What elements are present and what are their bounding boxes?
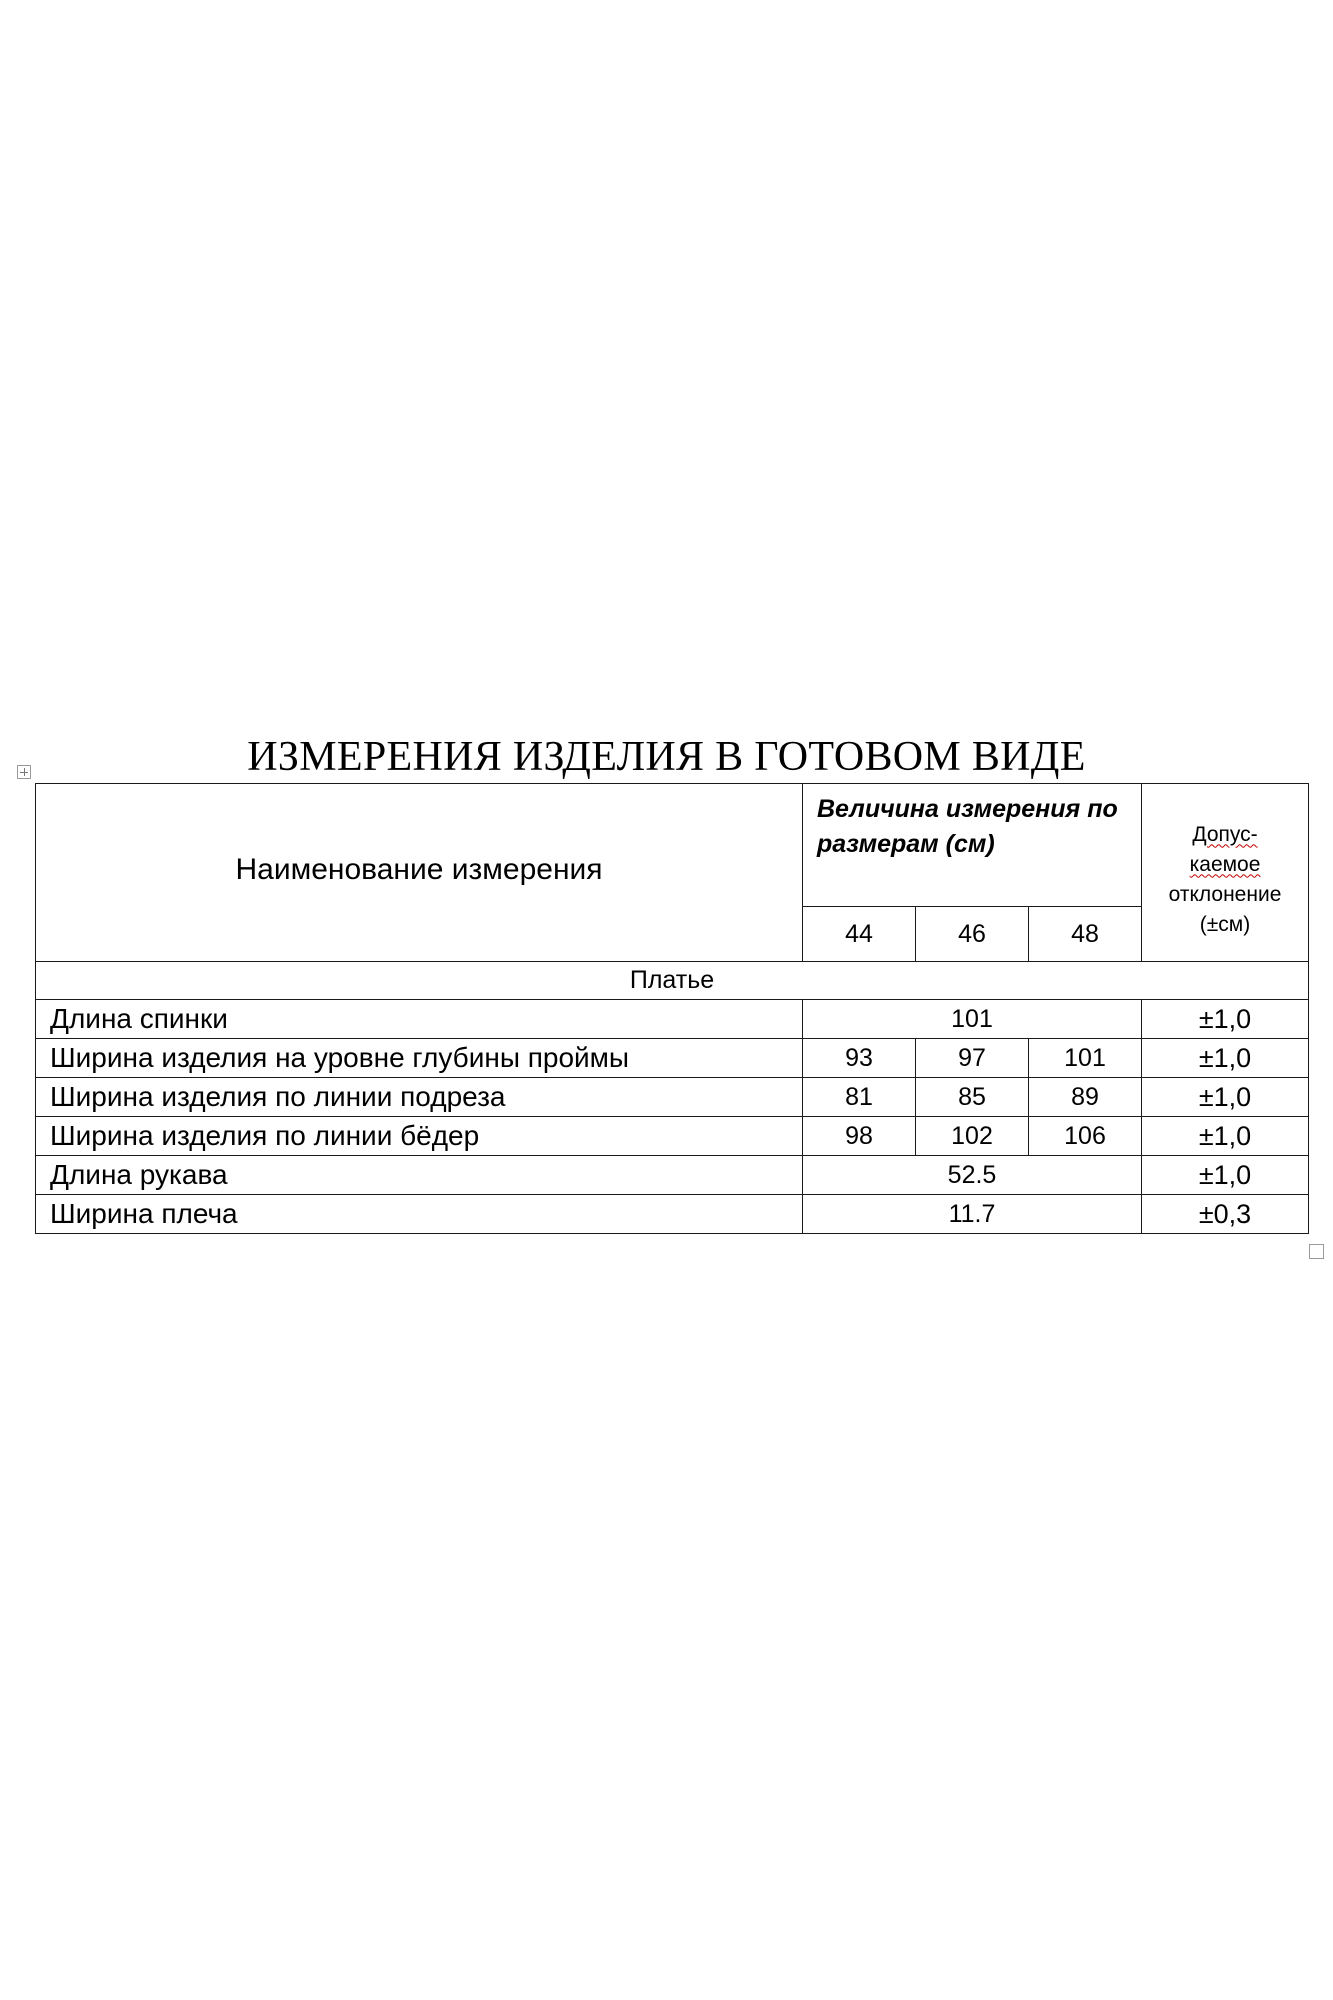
tolerance-header-line3: отклонение (1168, 882, 1282, 906)
row-value-48: 89 (1029, 1078, 1142, 1117)
row-value: 11.7 (803, 1195, 1142, 1234)
tolerance-header (1142, 784, 1309, 962)
table-move-handle-icon[interactable] (17, 765, 31, 779)
table-row (36, 1117, 1309, 1156)
tolerance-header-line1: Допус- (1192, 822, 1258, 846)
table-row (36, 1078, 1309, 1117)
size-header-46: 46 (916, 907, 1029, 962)
table-row (36, 1039, 1309, 1078)
row-value: 101 (803, 1000, 1142, 1039)
size-header-44: 44 (803, 907, 916, 962)
name-column-header: Наименование измерения (36, 784, 803, 962)
row-name: Длина спинки (36, 1000, 803, 1039)
row-tolerance: ±0,3 (1142, 1195, 1309, 1234)
table-resize-handle-icon[interactable] (1309, 1244, 1324, 1259)
row-value-44: 98 (803, 1117, 916, 1156)
row-value-48: 101 (1029, 1039, 1142, 1078)
table-row (36, 1000, 1309, 1039)
row-value-46: 102 (916, 1117, 1029, 1156)
row-value-46: 85 (916, 1078, 1029, 1117)
row-value-48: 106 (1029, 1117, 1142, 1156)
row-tolerance: ±1,0 (1142, 1000, 1309, 1039)
size-group-header: Величина измерения по размерам (см) (803, 784, 1142, 907)
section-row (36, 962, 1309, 1000)
row-name: Ширина изделия по линии бёдер (36, 1117, 803, 1156)
table-row (36, 1156, 1309, 1195)
tolerance-header-line2: каемое (1189, 852, 1261, 876)
row-name: Ширина плеча (36, 1195, 803, 1234)
table-row (36, 1195, 1309, 1234)
measurements-table (35, 783, 1309, 1234)
row-name: Ширина изделия на уровне глубины проймы (36, 1039, 803, 1078)
tolerance-header-line4: (±см) (1199, 912, 1251, 936)
row-tolerance: ±1,0 (1142, 1117, 1309, 1156)
row-value-46: 97 (916, 1039, 1029, 1078)
row-value-44: 81 (803, 1078, 916, 1117)
row-tolerance: ±1,0 (1142, 1078, 1309, 1117)
row-tolerance: ±1,0 (1142, 1156, 1309, 1195)
header-row (36, 784, 1309, 907)
row-tolerance: ±1,0 (1142, 1039, 1309, 1078)
row-value-44: 93 (803, 1039, 916, 1078)
row-value: 52.5 (803, 1156, 1142, 1195)
row-name: Ширина изделия по линии подреза (36, 1078, 803, 1117)
document-title: ИЗМЕРЕНИЯ ИЗДЕЛИЯ В ГОТОВОМ ВИДЕ (247, 734, 1086, 780)
size-header-48: 48 (1029, 907, 1142, 962)
row-name: Длина рукава (36, 1156, 803, 1195)
section-title: Платье (36, 962, 1309, 1000)
